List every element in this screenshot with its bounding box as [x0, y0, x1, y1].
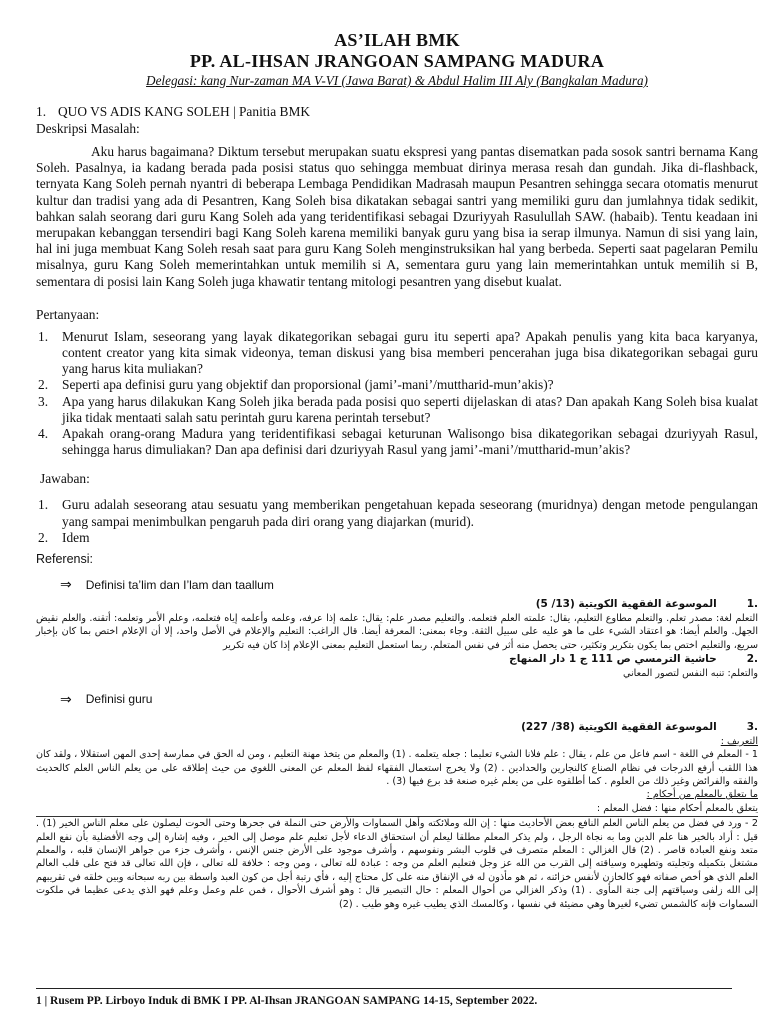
questions-label: Pertanyaan:: [36, 306, 100, 322]
document-page: [36, 30, 758, 911]
reference-text: التعلم لغة: مصدر تعلم. والتعلم مطاوع التعليم، يقال: علمته العلم فتعلمه. والتعليم مصدر علم: يقال: علمه إذا عرفه، وعلمه وأعلمه إياه فتعلمه، وعلم الأمر وتعلمه: أتقنه. والعلم نقيض الجهل. والعلم أيضا: هو اعتقاد الشيء على ما هو عليه على سبيل الثقة. وجاء بمعنى: المعرفة أيضا. قال الراغب: التعليم والإعلام في الأصل واحد، إلا أن الإعلام اختص بما كان بإخبار سريع، والتعليم اختص بما يكون بتكرير وتكثير، حتى يحصل منه أثر في نفس المتعلم. ربما استعمل التعليم بمعنى الإعلام إذا كان فيه تكرير: [36, 613, 758, 651]
section-title: QUO VS ADIS KANG SOLEH | Panitia BMK: [58, 104, 311, 119]
reference-subheading: ما يتعلق بالمعلم من أحكام :: [646, 789, 758, 801]
reference-text: 1 - المعلم في اللغة - اسم فاعل من علم ، يقال : علم فلانا الشيء تعليما : جعله يتعلمه . (1) والمعلم من يتخذ مهنة التعليم ، ومن له الحق في ممارسة إحدى المهن استقلالا ، ولقد كان هذا اللقب أرفع الدرجات في نظام الصناع كالنجارين والحدادين . (2) ولا يخرج استعمال الفقهاء لفظ المعلم عن المعنى اللغوي من حيث إطلاقه على من يعلم الناس العلم كالحديث والفقه والفرائض وغير ذلك من العلوم . كما أطلقوه على من يعلم غيره صنعة قد برع فيها (3) .: [36, 749, 758, 787]
answers-list: [36, 497, 758, 546]
answer-item: 2. Idem: [38, 529, 90, 545]
reference-group-title: ⇒ Definisi ta’lim dan I’lam dan taallum: [60, 576, 274, 593]
reference-heading: .2حاشية الترمسي ص 111 ج 1 دار المنهاج: [509, 653, 758, 666]
section-heading: [36, 104, 758, 120]
reference-heading: .3الموسوعة الفقهية الكويتية (38/ 227): [521, 720, 758, 733]
description-paragraph: Aku harus bagaimana? Diktum tersebut merupakan suatu ekspresi yang pantas disematkan pada sosok santri bernama Kang Soleh. Pasalnya, ia kadang berada pada posisi status quo sehingga membuat dirinya merasa resah dan gundah. Jika di-flashback, ternyata Kang Soleh pernah nyantri di beberapa Lembaga Pendidikan Madrasah maupun Pesantren sehingga secara otomatis menurut kultur dan tradisi yang ada di Pesantren, Kang Soleh bisa dikatakan sebagai santri yang memiliki guru dan jumlahnya tidak sedikit, bahkan salah seorang dari guru Kang Soleh ada yang teridentifikasi sebagai Dzuriyyah Rasulullah SAW. (habaib). Tentu keadaan ini merupakan kebanggan tersendiri bagi Kang Soleh karena memiliki banyak guru yang bisa ia serap ilmunya. Namun di sisi yang lain, hal ini juga membuat Kang Soleh resah saat para guru Kang Soleh menginstruksikan hal yang berbeda. Seperti saat pagelaran Pemilu misalnya, guru Kang Soleh memerintahkan untuk memilih si A, sementara guru yang lain memerintahkan untuk memilih si B, sementara di posisi lain Kang Soleh juga khawatir tentang mitologi pesantren yang disebut kualat.: [36, 144, 758, 289]
reference-group-title: ⇒ Definisi guru: [60, 690, 153, 707]
question-item: 4. Apakah orang-orang Madura yang teridentifikasi sebagai keturunan Walisongo bisa dikategorikan sebagai dzuriyyah Rasul, sehingga harus dimuliakan? Dan apa definisi dari dzuriyyah Rasul yang jami’-mani’/muttharid-mun’akis?: [38, 426, 758, 458]
description-label: Deskripsi Masalah:: [36, 121, 140, 136]
question-item: 3. Apa yang harus dilakukan Kang Soleh jika berada pada posisi quo seperti dijelaskan di atas? Dan apakah Kang Soleh bisa kualat jika tidak mentaati salah satu perintah guru karena perintah tersebut?: [38, 393, 758, 425]
question-item: 2. Seperti apa definisi guru yang objektif dan proporsional (jami’-mani’/muttharid-mun’akis)?: [38, 377, 554, 393]
reference-text: 2 - ورد في فضل من يعلم الناس العلم النافع بعض الأحاديث منها : إن الله وملائكته وأهل السماوات والأرض حتى النملة في جحرها وحتى الحوت ليصلون على معلم الناس الخير (1) . قيل : أراد بالخير هنا علم الدين وما به نجاة الرجل ، ولم يذكر المعلم مطلقا ليعلم أن استحقاق الدعاء لأجل تعليم علم موصل إلى الخير ، وفيه إشارة إلى وجه الأفضلية بأن نفع العلم متعد ونفع العبادة قاصر . (2) قال الغزالي : المعلم متصرف في قلوب البشر ونفوسهم ، وأشرف موجود على الأرض جنس الإنس ، وأشرف جزء من جواهر الإنسان قلبه ، والمعلم مشتغل بتكميله وتجليته وتطهيره وسياقته إلى القرب من الله عز وجل فتعليم العلم من وجه : عبادة لله تعالى ، ومن وجه : خلافة لله تعالى ، فإن الله تعالى قد فتح على قلب العالم العلم الذي هو أخص صفاته فهو كالخازن لأنفس خزائنه ، ثم هو مأذون له في الإنفاق منه على كل محتاج إليه ، فأي رتبة أجل من كون العبد واسطة بين ربه سبحانه وبين خلقه في تقريبهم إلى الله زلفى وسياقتهم إلى جنة المأوى . (1) وذكر الغزالي من أحوال المعلم : حال التبصير قال : وهو أشرف الأحوال ، فمن علم وعمل وعلم فهو الذي يدعى عظيما في ملكوت السماوات فإنه كالشمس تضيء لغيرها وهي مضيئة في نفسها ، وكالمسك الذي يطيب غيره وهو طيب . (2): [36, 818, 758, 910]
questions-list: [36, 329, 758, 459]
arrow-right-icon: ⇒: [60, 690, 72, 707]
delegates-line: Delegasi: kang Nur-zaman MA V-VI (Jawa Barat) & Abdul Halim III Aly (Bangkalan Madura): [146, 73, 648, 88]
reference-heading: .1الموسوعة الفقهية الكويتية (13/ 5): [535, 598, 758, 611]
question-item: 1. Menurut Islam, seseorang yang layak dikategorikan sebagai guru itu seperti apa? Apakah penulis yang kita baca karyanya, content creator yang kita simak videonya, teman diskusi yang bisa memberi pencerahan juga bisa dikategorikan sebagai guru yang harus kita muliakan?: [38, 328, 758, 377]
section-number: 1.: [36, 104, 47, 119]
answer-item: 1. Guru adalah seseorang atau sesuatu yang memberikan pengetahuan kepada seseorang (muridnya) dengan metode pengulangan yang sampai menimbulkan pengaruh pada diri orang yang diajarkan (murid).: [38, 497, 758, 529]
reference-text: والتعلم: تنبه النفس لتصور المعاني: [623, 668, 758, 680]
doc-title: AS’ILAH BMK: [334, 30, 460, 50]
reference-subheading: يتعلق بالمعلم أحكام منها : فضل المعلم :: [596, 802, 758, 814]
reference-subheading: التعريف :: [720, 735, 758, 747]
references-label: Referensi:: [36, 552, 93, 567]
answers-label: Jawaban:: [40, 471, 90, 487]
page-footer: 1 | Rusem PP. Lirboyo Induk di BMK I PP. Al-Ihsan JRANGOAN SAMPANG 14-15, September 2022.: [36, 988, 732, 1007]
arrow-right-icon: ⇒: [60, 576, 72, 593]
doc-subtitle: PP. AL-IHSAN JRANGOAN SAMPANG MADURA: [189, 51, 605, 71]
